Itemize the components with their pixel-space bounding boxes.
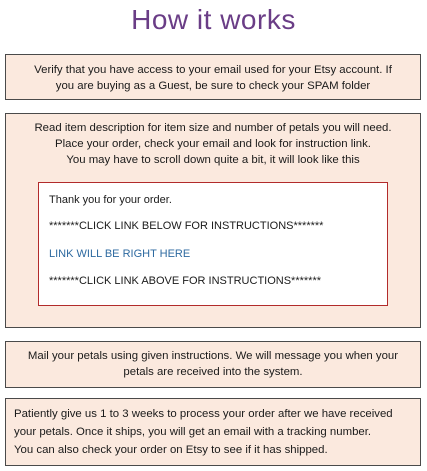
step-text-line: Mail your petals using given instructions. We will message you when your <box>27 350 399 362</box>
step-text-line: Read item description for item size and number of petals you will need. <box>34 122 392 134</box>
step-wait-shipping-box <box>5 398 421 466</box>
email-example-panel <box>38 182 388 306</box>
step-place-order-box <box>5 113 421 328</box>
email-click-above-text: *******CLICK LINK ABOVE FOR INSTRUCTIONS******* <box>49 275 322 287</box>
step-text-line: You may have to scroll down quite a bit, it will look like this <box>66 154 360 166</box>
step-text-line: petals are received into the system. <box>123 366 303 378</box>
email-click-below-text: *******CLICK LINK BELOW FOR INSTRUCTIONS******* <box>49 220 324 232</box>
step-text-line: Place your order, check your email and look for instruction link. <box>55 138 371 150</box>
step-text-line: you are buying as a Guest, be sure to check your SPAM folder <box>55 80 371 92</box>
step-text-line: Verify that you have access to your email used for your Etsy account. If <box>34 64 392 76</box>
step-text-line: Patiently give us 1 to 3 weeks to process your order after we have received <box>14 408 393 420</box>
step-mail-petals-box <box>5 341 421 388</box>
step-text-line: your petals. Once it ships, you will get an email with a tracking number. <box>14 426 372 438</box>
step-verify-email-box <box>5 54 421 100</box>
step-text-line: You can also check your order on Etsy to see if it has shipped. <box>14 444 328 456</box>
page-title: How it works <box>131 4 296 35</box>
email-instruction-link[interactable]: LINK WILL BE RIGHT HERE <box>49 248 191 260</box>
email-thanks-text: Thank you for your order. <box>49 194 172 206</box>
